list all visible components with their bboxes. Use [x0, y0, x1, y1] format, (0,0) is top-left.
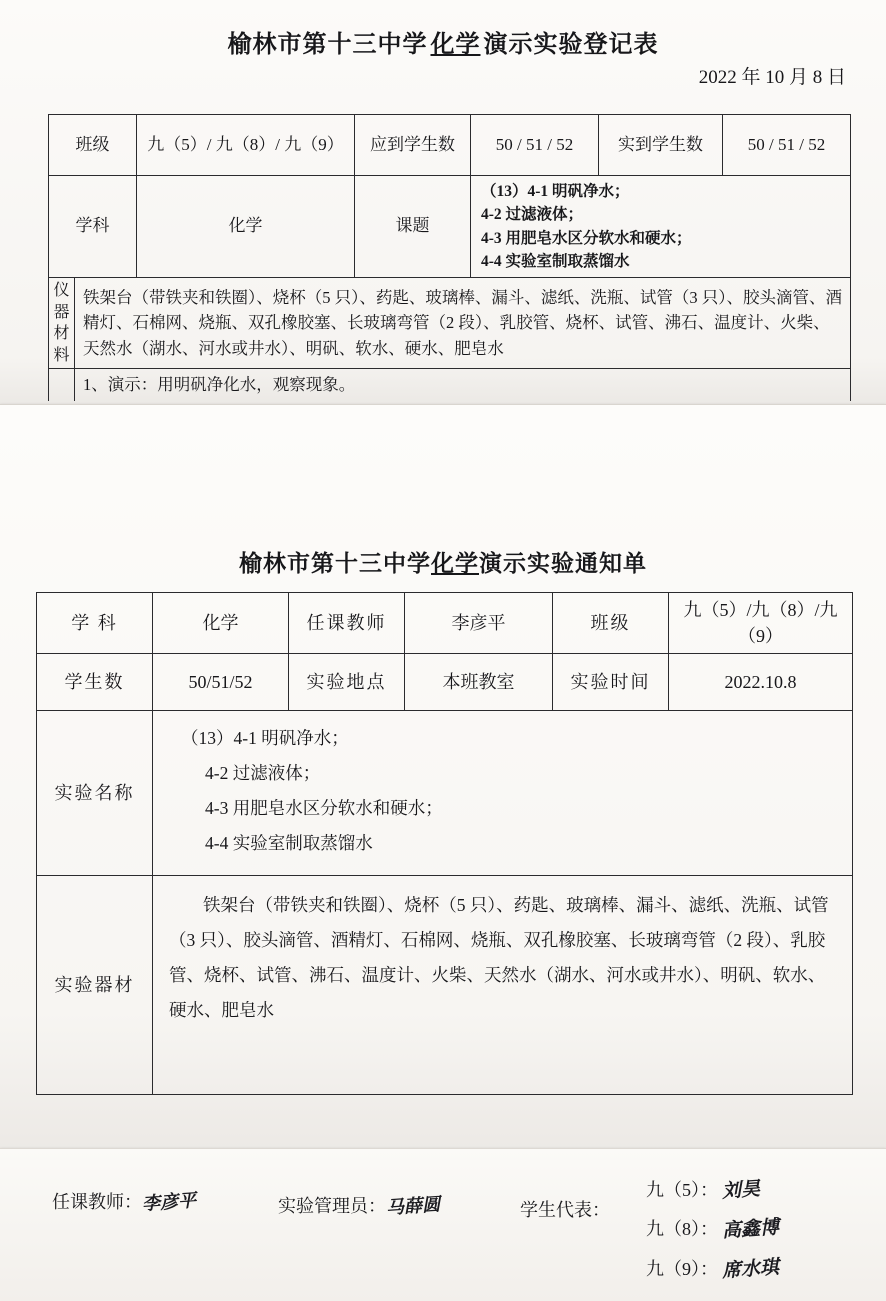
cell-students-value: 50/51/52	[153, 654, 289, 711]
cell-topic-value	[471, 176, 851, 278]
list-item	[646, 1255, 779, 1284]
cell-exp-name-value	[153, 711, 853, 876]
equipment-label-char-1: 仪	[53, 282, 70, 299]
student-rep-name-2: 高鑫博	[721, 1216, 780, 1243]
cell-teacher-label: 任课教师	[289, 593, 405, 654]
cell-procedure-first-line: 1、演示：用明矾净化水，观察现象。	[75, 369, 851, 401]
cell-subject-label: 学科	[49, 176, 137, 278]
cell-teacher-value: 李彦平	[405, 593, 553, 654]
cell-class-label: 班级	[49, 115, 137, 176]
table-row	[49, 278, 851, 369]
topic-line-4: 4-4 实验室制取蒸馏水	[481, 252, 630, 270]
cell-class-label: 班级	[553, 593, 669, 654]
cell-students-label: 学生数	[37, 654, 153, 711]
table-row	[37, 593, 853, 654]
registration-title-suffix: 演示实验登记表	[483, 32, 659, 58]
signature-manager	[278, 1192, 440, 1218]
cell-subject-label: 学 科	[37, 593, 153, 654]
registration-table	[48, 114, 851, 401]
notice-title	[0, 545, 886, 578]
student-rep-name-1: 刘昊	[721, 1177, 761, 1203]
table-row	[49, 176, 851, 278]
signature-teacher-label: 任课教师：	[52, 1192, 142, 1212]
cell-subject-value: 化学	[153, 593, 289, 654]
notice-title-suffix: 演示实验通知单	[479, 551, 647, 576]
cell-time-value: 2022.10.8	[669, 654, 853, 711]
equipment-label-char-3: 材	[53, 325, 70, 343]
registration-title-prefix: 榆林市第十三中学	[227, 32, 428, 58]
cell-time-label: 实验时间	[553, 654, 669, 711]
cell-class-value: 九（5）/ 九（8）/ 九（9）	[137, 115, 355, 176]
table-row	[37, 711, 853, 876]
signature-manager-label: 实验管理员：	[278, 1196, 386, 1216]
cell-actual-value: 50 / 51 / 52	[723, 115, 851, 176]
equipment-label-char-2: 器	[53, 303, 70, 321]
cell-expected-value: 50 / 51 / 52	[471, 115, 599, 176]
cell-exp-equipment-value: 铁架台（带铁夹和铁圈）、烧杯（5 只）、药匙、玻璃棒、漏斗、滤纸、洗瓶、试管（3 只）、胶头滴管、酒精灯、石棉网、烧瓶、双孔橡胶塞、长玻璃弯管（2 段）、乳胶管、烧杯、试管、沸石、温度计、火柴、天然水（湖水、河水或井水）、明矾、软水、硬水、肥皂水	[153, 876, 853, 1095]
cell-class-value: 九（5）/九（8）/九（9）	[669, 593, 853, 654]
cell-topic-label: 课题	[355, 176, 471, 278]
notice-table	[36, 592, 853, 1095]
table-row	[37, 876, 853, 1095]
student-rep-name-3: 席水琪	[721, 1255, 780, 1282]
cell-expected-label: 应到学生数	[355, 115, 471, 176]
cell-actual-label: 实到学生数	[599, 115, 723, 176]
cell-exp-equipment-label: 实验器材	[37, 876, 153, 1095]
notice-title-prefix: 榆林市第十三中学	[239, 551, 431, 576]
student-rep-class-2: 九（8）：	[646, 1219, 718, 1240]
registration-title	[0, 24, 886, 59]
student-rep-class-1: 九（5）：	[646, 1180, 718, 1200]
notice-title-subject: 化学	[431, 551, 479, 576]
table-row	[37, 654, 853, 711]
signature-student-rep-label: 学生代表：	[520, 1200, 610, 1220]
list-item	[646, 1176, 779, 1205]
exp-name-line-3: 4-3 用肥皂水区分软水和硬水；	[205, 798, 443, 819]
cell-exp-name-label: 实验名称	[37, 711, 153, 876]
student-rep-class-3: 九（9）：	[646, 1258, 718, 1279]
signature-student-rep-list	[646, 1176, 779, 1294]
table-row	[49, 369, 851, 401]
cell-equipment-label	[49, 278, 75, 369]
signature-manager-value: 马薛圆	[385, 1194, 441, 1219]
signature-strip	[0, 1168, 886, 1300]
registration-title-subject: 化学	[430, 32, 481, 58]
cell-place-label: 实验地点	[289, 654, 405, 711]
exp-name-line-4: 4-4 实验室制取蒸馏水	[205, 833, 373, 854]
exp-name-line-1: （13）4-1 明矾净水；	[181, 728, 349, 749]
cell-equipment-value: 铁架台（带铁夹和铁圈）、烧杯（5 只）、药匙、玻璃棒、漏斗、滤纸、洗瓶、试管（3 只）、胶头滴管、酒精灯、石棉网、烧瓶、双孔橡胶塞、长玻璃弯管（2 段）、乳胶管、烧杯、试管、沸石、温度计、火柴、天然水（湖水、河水或井水）、明矾、软水、硬水、肥皂水	[75, 278, 851, 369]
topic-line-3: 4-3 用肥皂水区分软水和硬水；	[481, 229, 692, 247]
table-row	[49, 115, 851, 176]
topic-line-2: 4-2 过滤液体；	[481, 206, 584, 224]
signature-teacher	[52, 1188, 196, 1214]
cell-subject-value: 化学	[137, 176, 355, 278]
list-item	[646, 1215, 779, 1244]
exp-name-line-2: 4-2 过滤液体；	[205, 763, 321, 784]
cell-place-value: 本班教室	[405, 654, 553, 711]
registration-date: 2022 年 10 月 8 日	[698, 67, 846, 88]
equipment-label-char-4: 料	[53, 346, 70, 364]
signature-teacher-value: 李彦平	[141, 1190, 197, 1215]
topic-line-1: （13）4-1 明矾净水；	[481, 183, 630, 200]
